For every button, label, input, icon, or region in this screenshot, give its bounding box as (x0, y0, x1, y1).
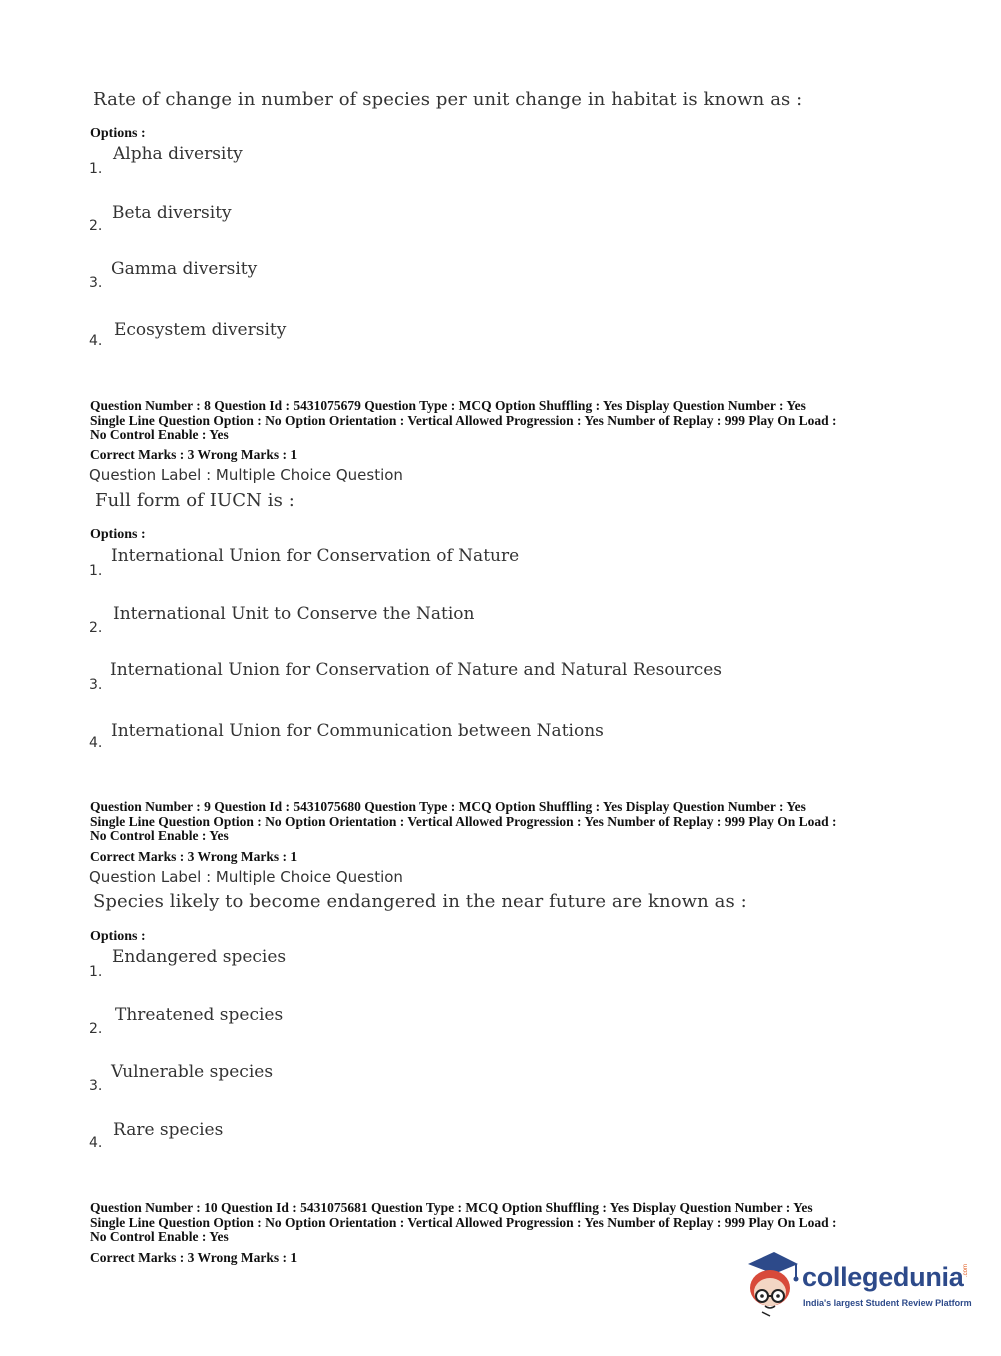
question-meta: Question Number : 8 Question Id : 5431075679 Question Type : MCQ Option Shuffling : Yes Display Question Number : Yes Single Line Question Option : No Option Orientation : Vertical Allowed Progression : Yes Number of Replay : 999 Play On Load : No Control Enable : Yes (90, 398, 837, 442)
option-text: Alpha diversity (113, 144, 243, 164)
option-number: 2. (89, 1021, 103, 1037)
option-number: 1. (89, 161, 103, 177)
option-text: International Union for Conservation of Nature and Natural Resources (110, 660, 723, 680)
marks-info: Correct Marks : 3 Wrong Marks : 1 (90, 1250, 298, 1265)
question-text: Full form of IUCN is : (95, 490, 295, 511)
logo-wordmark: collegedunia (802, 1262, 964, 1292)
option-number: 3. (89, 1078, 103, 1094)
option-number: 3. (89, 275, 103, 291)
logo-tagline: India's largest Student Review Platform (803, 1298, 972, 1308)
options-heading: Options : (90, 929, 146, 944)
option-text: Endangered species (112, 947, 287, 967)
option-number: 2. (89, 620, 103, 636)
option-number: 4. (89, 735, 103, 751)
option-text: Vulnerable species (111, 1062, 274, 1082)
option-text: International Unit to Conserve the Nation (113, 604, 475, 624)
option-text: International Union for Conservation of Nature (111, 546, 520, 566)
mascot-icon (740, 1250, 802, 1318)
option-text: Threatened species (115, 1005, 284, 1025)
option-number: 4. (89, 333, 103, 349)
option-text: Rare species (113, 1120, 224, 1140)
option-number: 2. (89, 218, 103, 234)
option-number: 1. (89, 964, 103, 980)
marks-info: Correct Marks : 3 Wrong Marks : 1 (90, 447, 298, 462)
marks-info: Correct Marks : 3 Wrong Marks : 1 (90, 849, 298, 864)
option-text: Gamma diversity (111, 259, 258, 279)
options-heading: Options : (90, 527, 146, 542)
option-text: Ecosystem diversity (114, 320, 287, 340)
question-text: Species likely to become endangered in the near future are known as : (93, 891, 747, 912)
question-label: Question Label : Multiple Choice Question (89, 868, 403, 886)
question-meta: Question Number : 9 Question Id : 5431075680 Question Type : MCQ Option Shuffling : Yes Display Question Number : Yes Single Line Question Option : No Option Orientation : Vertical Allowed Progression : Yes Number of Replay : 999 Play On Load : No Control Enable : Yes (90, 799, 837, 843)
question-label: Question Label : Multiple Choice Question (89, 466, 403, 484)
option-number: 1. (89, 563, 103, 579)
collegedunia-logo (740, 1250, 970, 1320)
option-text: Beta diversity (112, 203, 232, 223)
logo-com: .com (963, 1264, 969, 1278)
option-number: 4. (89, 1135, 103, 1151)
option-number: 3. (89, 677, 103, 693)
option-text: International Union for Communication between Nations (111, 721, 604, 741)
question-text: Rate of change in number of species per unit change in habitat is known as : (93, 89, 803, 110)
question-meta: Question Number : 10 Question Id : 5431075681 Question Type : MCQ Option Shuffling : Yes Display Question Number : Yes Single Line Question Option : No Option Orientation : Vertical Allowed Progression : Yes Number of Replay : 999 Play On Load : No Control Enable : Yes (90, 1200, 837, 1244)
options-heading: Options : (90, 126, 146, 141)
